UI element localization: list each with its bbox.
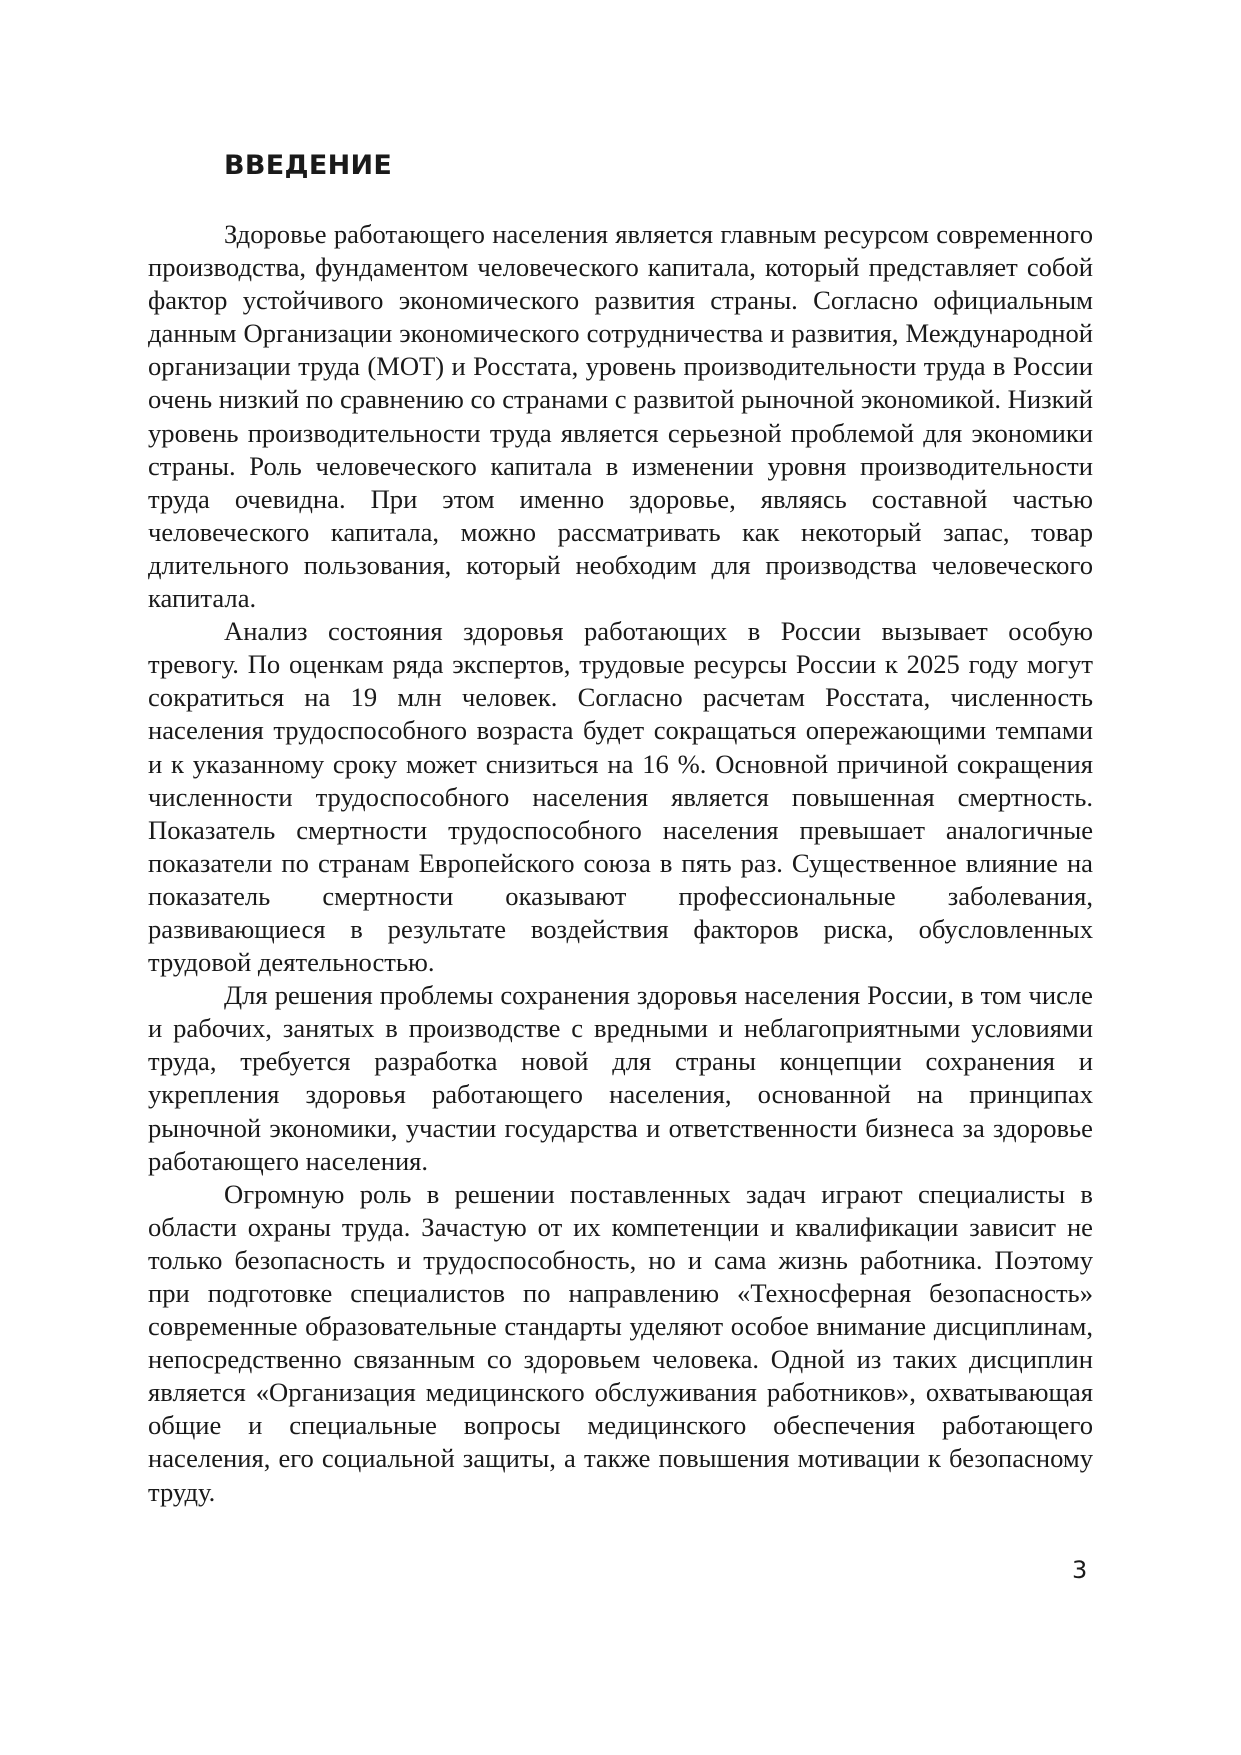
page-number: 3 [1072,1556,1088,1584]
paragraph: Здоровье работающего населения является главным ресурсом современного производства, фундаментом человеческого капитала, который представляет собой фактор устойчивого экономического развития страны. Согласно официальным данным Организации экономического сотрудничества и развития, Международной организации труда (МОТ) и Росстата, уровень производительности труда в России очень низкий по сравнению со странами с развитой рыночной экономикой. Низкий уровень производительности труда является серьезной проблемой для экономики страны. Роль человеческого капитала в изменении уровня производительности труда очевидна. При этом именно здоровье, являясь составной частью человеческого капитала, можно рассматривать как некоторый запас, товар длительного пользования, который необходим для производства человеческого капитала. [148,219,1093,614]
paragraph: Анализ состояния здоровья работающих в России вызывает особую тревогу. По оценкам ряда экспертов, трудовые ресурсы России к 2025 году могут сократиться на 19 млн человек. Согласно расчетам Росстата, численность населения трудоспособного возраста будет сокращаться опережающими темпами и к указанному сроку может снизиться на 16 %. Основной причиной сокращения численности трудоспособного населения является повышенная смертность. Показатель смертности трудоспособного населения превышает аналогичные показатели по странам Европейского союза в пять раз. Существенное влияние на показатель смертности оказывают профессиональные заболевания, развивающиеся в результате воздействия факторов риска, обусловленных трудовой деятельностью. [148,616,1093,978]
paragraph: Огромную роль в решении поставленных задач играют специалисты в области охраны труда. Зачастую от их компетенции и квалификации зависит не только безопасность и трудоспособность, но и сама жизнь работника. Поэтому при подготовке специалистов по направлению «Техносферная безопасность» современные образовательные стандарты уделяют особое внимание дисциплинам, непосредственно связанным со здоровьем человека. Одной из таких дисциплин является «Организация медицинского обслуживания работников», охватывающая общие и специальные вопросы медицинского обеспечения работающего населения, его социальной защиты, а также повышения мотивации к безопасному труду. [148,1178,1093,1507]
body-text [148,218,1093,1509]
section-heading: ВВЕДЕНИЕ [224,150,393,181]
paragraph: Для решения проблемы сохранения здоровья населения России, в том числе и рабочих, занятых в производстве с вредными и неблагоприятными условиями труда, требуется разработка новой для страны концепции сохранения и укрепления здоровья работающего населения, основанной на принципах рыночной экономики, участии государства и ответственности бизнеса за здоровье работающего населения. [148,980,1093,1176]
